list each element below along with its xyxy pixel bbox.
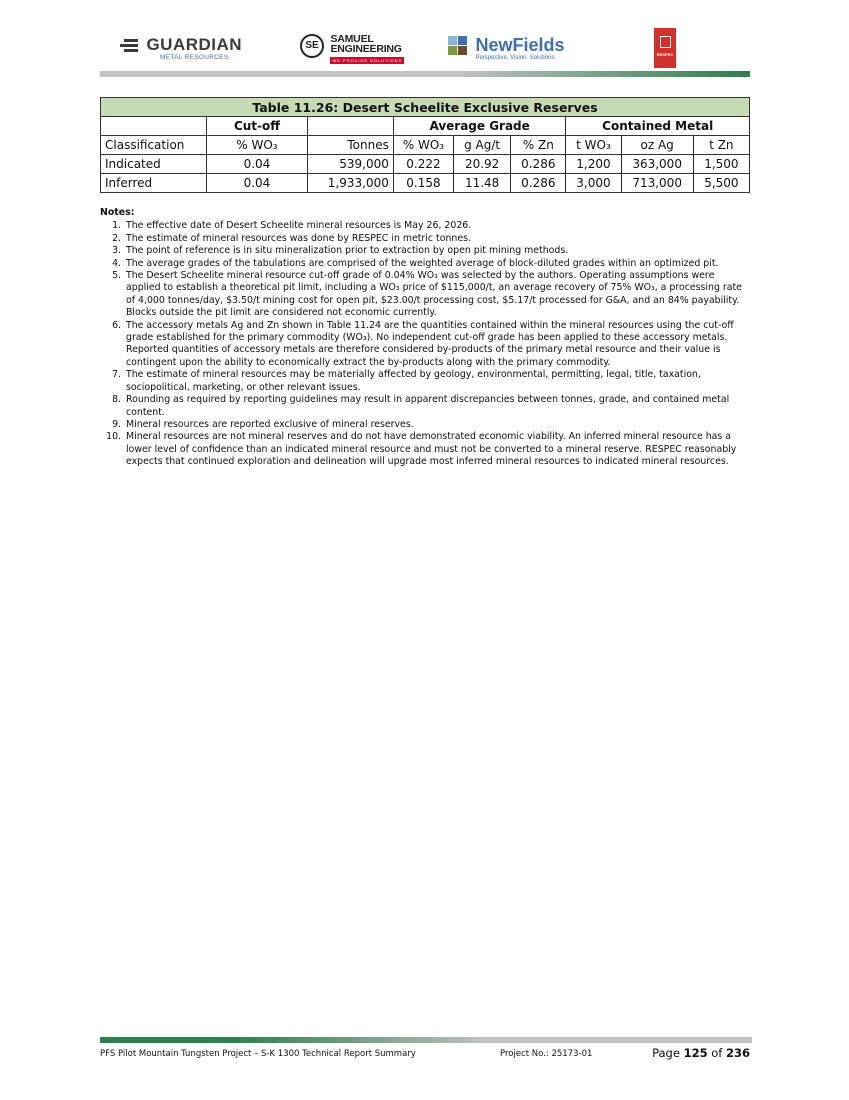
note-item: 2. The estimate of mineral resources was done by RESPEC in metric tonnes. <box>124 233 750 245</box>
cell-grade-zn: 0.286 <box>511 174 566 193</box>
note-item: 3. The point of reference is in situ mineralization prior to extraction by open pit mining methods. <box>124 245 750 257</box>
cell-grade-wo3: 0.222 <box>393 155 453 174</box>
col-metal-zn: t Zn <box>693 136 749 155</box>
table-row <box>101 155 750 174</box>
cell-metal-ag: 713,000 <box>621 174 693 193</box>
se-circle-icon: SE <box>300 34 324 58</box>
page-current: 125 <box>683 1046 708 1060</box>
samuel-line1: SAMUEL <box>330 33 374 45</box>
col-tonnes: Tonnes <box>307 136 393 155</box>
col-grade-zn: % Zn <box>511 136 566 155</box>
guardian-sub: METAL RESOURCES <box>160 54 229 61</box>
column-header-row <box>101 136 750 155</box>
guardian-mark-icon <box>120 39 138 54</box>
note-item: 4. The average grades of the tabulations are comprised of the weighted average of block-diluted grades within an optimized pit. <box>124 258 750 270</box>
footer-rule <box>100 1037 752 1043</box>
samuel-line2: ENGINEERING <box>330 43 402 55</box>
cell-metal-wo3: 1,200 <box>566 155 621 174</box>
group-average-grade: Average Grade <box>393 117 566 136</box>
group-cutoff: Cut-off <box>207 117 307 136</box>
note-item: 5. The Desert Scheelite mineral resource cut-off grade of 0.04% WO₃ was selected by the authors. Operating assumptions were applied to establish a theoretical pit limit, including a WO₃ price of $115,000/t, an average recovery of 75% WO₃, a processing rate of 4,000 tonnes/day, $3.50/t mining cost for open pit, $23.00/t processing cost, $5.17/t processed for G&A, and an 84% payability. Blocks outside the pit limit are considered not economic currently. <box>124 270 750 320</box>
cell-classification: Indicated <box>101 155 207 174</box>
newfields-logo <box>448 36 564 76</box>
reserves-table <box>100 97 750 193</box>
guardian-name: GUARDIAN <box>146 35 243 54</box>
group-contained-metal: Contained Metal <box>566 117 750 136</box>
col-grade-ag: g Ag/t <box>454 136 511 155</box>
respec-logo <box>654 28 676 68</box>
cell-metal-zn: 5,500 <box>693 174 749 193</box>
header-logos <box>100 30 750 70</box>
col-metal-ag: oz Ag <box>621 136 693 155</box>
page-footer <box>100 1046 750 1062</box>
col-cutoff-wo3: % WO₃ <box>207 136 307 155</box>
cell-tonnes: 539,000 <box>307 155 393 174</box>
notes-title: Notes: <box>100 207 135 218</box>
note-item: 1. The effective date of Desert Scheelite mineral resources is May 26, 2026. <box>124 220 750 232</box>
cell-metal-ag: 363,000 <box>621 155 693 174</box>
cell-grade-zn: 0.286 <box>511 155 566 174</box>
note-item: 10. Mineral resources are not mineral reserves and do not have demonstrated economic viability. An inferred mineral resource has a lower level of confidence than an indicated mineral resource and must not be converted to a mineral reserve. RESPEC reasonably expects that continued exploration and delineation will upgrade most inferred mineral resources to indicated mineral resources. <box>124 431 750 468</box>
note-item: 8. Rounding as required by reporting guidelines may result in apparent discrepancies between tonnes, grade, and contained metal content. <box>124 394 750 419</box>
newfields-tagline: Perspective. Vision. Solutions. <box>475 55 557 61</box>
newfields-name: NewFields <box>475 35 565 55</box>
notes-list <box>100 220 750 468</box>
table-title: Table 11.26: Desert Scheelite Exclusive Reserves <box>101 98 750 117</box>
footer-project-number: Project No.: 25173-01 <box>500 1049 593 1059</box>
cell-grade-wo3: 0.158 <box>393 174 453 193</box>
samuel-tagline: WE PROVIDE SOLUTIONS <box>332 58 403 63</box>
newfields-squares-icon <box>448 36 468 56</box>
samuel-engineering-logo <box>300 34 404 74</box>
col-classification: Classification <box>101 136 207 155</box>
cell-classification: Inferred <box>101 174 207 193</box>
cell-cutoff: 0.04 <box>207 155 307 174</box>
footer-page-number <box>652 1046 750 1060</box>
header-rule <box>100 71 750 77</box>
note-item: 9. Mineral resources are reported exclusive of mineral reserves. <box>124 419 750 431</box>
footer-report-title: PFS Pilot Mountain Tungsten Project – S-K 1300 Technical Report Summary <box>100 1049 416 1059</box>
table-row <box>101 174 750 193</box>
respec-glyph-icon <box>660 36 671 48</box>
col-grade-wo3: % WO₃ <box>393 136 453 155</box>
group-empty-2 <box>307 117 393 136</box>
note-item: 6. The accessory metals Ag and Zn shown in Table 11.24 are the quantities contained within the mineral resources using the cut-off grade established for the primary commodity (WO₃). No independent cut-off grade has been applied to these accessory metals. Reported quantities of accessory metals are therefore considered by-products of the primary metal resource and their value is contingent upon the ability to economically extract the by-products along with the primary commodity. <box>124 320 750 370</box>
cell-grade-ag: 11.48 <box>454 174 511 193</box>
cell-cutoff: 0.04 <box>207 174 307 193</box>
cell-tonnes: 1,933,000 <box>307 174 393 193</box>
guardian-logo <box>120 36 242 76</box>
group-empty-1 <box>101 117 207 136</box>
col-metal-wo3: t WO₃ <box>566 136 621 155</box>
cell-metal-zn: 1,500 <box>693 155 749 174</box>
notes-section <box>100 207 750 469</box>
page-label: Page <box>652 1046 680 1060</box>
page-of-label: of <box>711 1046 723 1060</box>
cell-metal-wo3: 3,000 <box>566 174 621 193</box>
page-total: 236 <box>725 1046 750 1060</box>
respec-name: RESPEC <box>656 52 674 57</box>
cell-grade-ag: 20.92 <box>454 155 511 174</box>
note-item: 7. The estimate of mineral resources may be materially affected by geology, environmental, permitting, legal, title, taxation, sociopolitical, marketing, or other relevant issues. <box>124 369 750 394</box>
